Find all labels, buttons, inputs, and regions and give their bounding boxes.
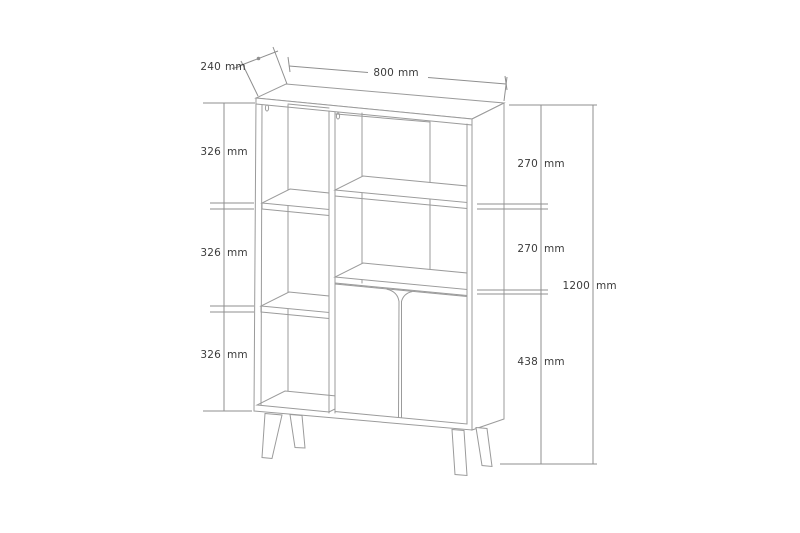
cabinet-drawing: [254, 84, 504, 476]
leg-back-left: [290, 415, 305, 449]
dim-left-3-value-label: 326: [200, 349, 221, 361]
dim-right-3-unit-label: mm: [544, 356, 565, 368]
dim-left-2-value-label: 326: [200, 247, 221, 259]
dim-left-1-value-label: 326: [200, 146, 221, 158]
dim-right-3-value-label: 438: [517, 356, 538, 368]
dim-left-1-unit-label: mm: [227, 146, 248, 158]
dim-right-2-value-label: 270: [517, 243, 538, 255]
depth-arrow-dot: [257, 57, 261, 61]
dim-width-value-label: 800: [373, 67, 394, 79]
cabinet-doors: [335, 284, 467, 424]
dim-depth-value-label: 240: [200, 61, 221, 73]
dim-right-1-value-label: 270: [517, 158, 538, 170]
dim-total-height-value-label: 1200: [562, 280, 590, 292]
dim-right-2-unit-label: mm: [544, 243, 565, 255]
leg-front-right: [452, 430, 467, 476]
dim-depth-unit-label: mm: [225, 61, 246, 73]
dim-left-2-unit-label: mm: [227, 247, 248, 259]
dim-left-3-unit-label: mm: [227, 349, 248, 361]
dim-total-height-unit-label: mm: [596, 280, 617, 292]
leg-back-right: [476, 428, 492, 467]
dim-width-unit-label: mm: [398, 67, 419, 79]
leg-front-left: [262, 414, 282, 459]
door-gap-left-line: [399, 302, 400, 418]
dim-right-1-unit-label: mm: [544, 158, 565, 170]
cabinet-right-side-face: [472, 103, 504, 430]
